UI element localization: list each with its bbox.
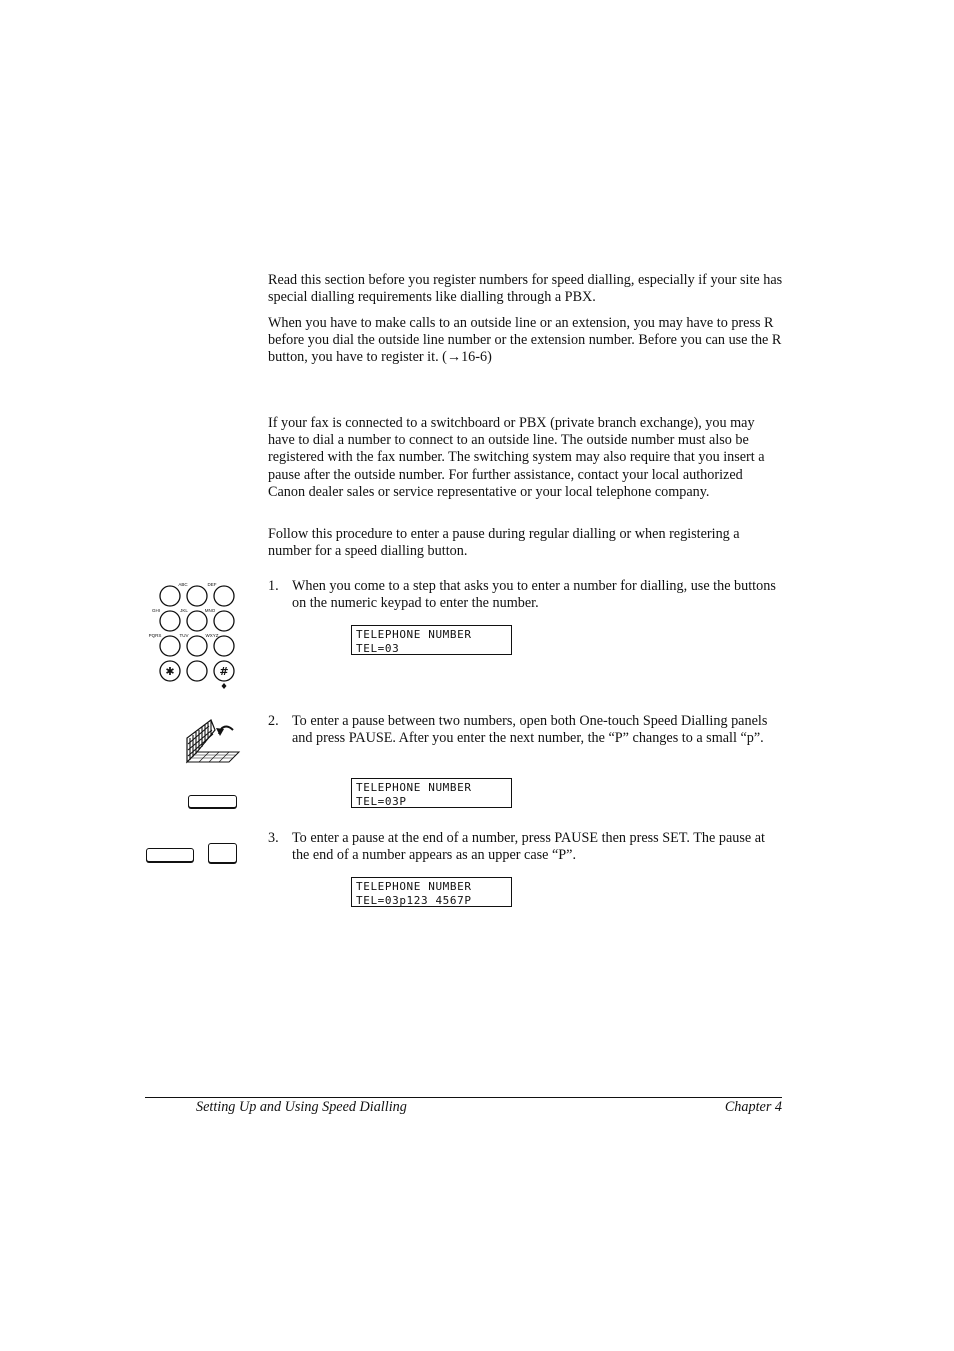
key-label-def: DEF — [207, 582, 217, 587]
lcd-line-2: TEL=03p123 4567P — [356, 893, 472, 907]
footer-section-title: Setting Up and Using Speed Dialling — [196, 1099, 407, 1115]
star-key-icon: ✱ — [165, 665, 175, 678]
lcd-display-2 — [351, 778, 512, 808]
key-label-tuv: TUV — [179, 633, 189, 638]
key-label-wxyz: WXYZ — [205, 633, 219, 638]
step-number: 1. — [268, 578, 279, 594]
footer-chapter: Chapter 4 — [724, 1099, 782, 1115]
lcd-line-1: TELEPHONE NUMBER — [356, 628, 472, 641]
lcd-line-2: TEL=03_ — [356, 641, 407, 655]
lcd-display-1 — [351, 625, 512, 655]
set-button-icon — [208, 843, 237, 863]
key-label-jkl: JKL — [180, 608, 188, 613]
lcd-line-2: TEL=03P_ — [356, 794, 414, 808]
intro-paragraph-1: Read this section before you register numbers for speed dialling, especially if your site has special dialling requirements like dialling through a PBX. — [268, 272, 783, 306]
step-text: When you come to a step that asks you to enter a number for dialling, use the buttons on the numeric keypad to enter the number. — [292, 578, 776, 612]
footer-rule — [145, 1097, 782, 1098]
hash-key-icon: # — [219, 665, 229, 678]
pointer-diamond-icon — [222, 683, 227, 689]
pause-button-icon — [146, 848, 194, 862]
step-text: To enter a pause at the end of a number, press PAUSE then press SET. The pause at the end of a number appears as an upper case “P”. — [292, 830, 765, 864]
step-number: 2. — [268, 713, 279, 729]
key-label-mno: MNO — [204, 608, 216, 613]
key-label-abc: ABC — [178, 582, 188, 587]
key-label-ghi: GHI — [151, 608, 161, 613]
numeric-keypad-illustration — [146, 580, 241, 692]
pause-button-icon — [188, 795, 237, 808]
lcd-line-1: TELEPHONE NUMBER — [356, 880, 472, 893]
lcd-line-1: TELEPHONE NUMBER — [356, 781, 472, 794]
pbx-paragraph-1: If your fax is connected to a switchboard or PBX (private branch exchange), you may have to dial a number to connect to an outside line. The outside number must also be registered with the fax number. The switching system may also require that you insert a pause after the outside number. For further assistance, contact your local authorized Canon dealer sales or service representative or your local telephone company. — [268, 415, 765, 500]
step-number: 3. — [268, 830, 279, 846]
intro-paragraph-2: When you have to make calls to an outside line or an extension, you may have to press R before you dial the outside line number or the extension number. Before you can use the R button, you have to register it. (→16-6) — [268, 315, 782, 366]
step-text: To enter a pause between two numbers, open both One-touch Speed Dialling panels and press PAUSE. After you enter the next number, the “P” changes to a small “p”. — [292, 713, 768, 747]
lcd-display-3 — [351, 877, 512, 907]
pbx-paragraph-2: Follow this procedure to enter a pause during regular dialling or when registering a number for a speed dialling button. — [268, 526, 740, 560]
key-label-pqrs: PQRS — [148, 633, 162, 638]
one-touch-panel-open-icon — [183, 716, 241, 768]
